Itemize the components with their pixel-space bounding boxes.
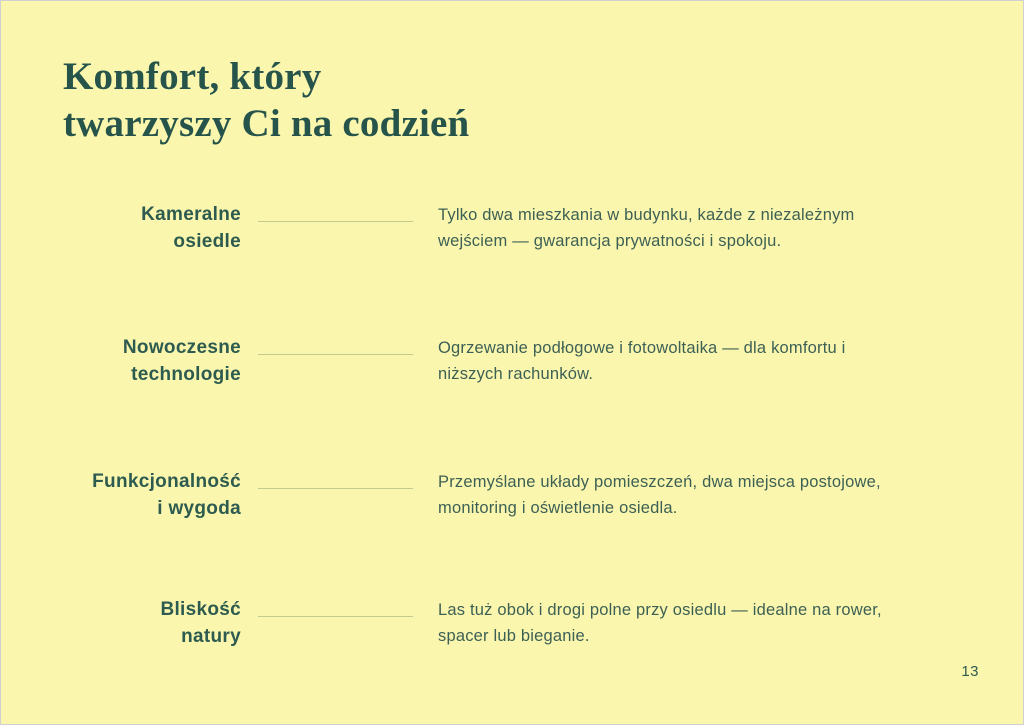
feature-description: Las tuż obok i drogi polne przy osiedlu — idealne na rower, spacer lub bieganie. bbox=[438, 601, 882, 645]
feature-label bbox=[63, 201, 241, 255]
feature-description: Ogrzewanie podłogowe i fotowoltaika — dla komfortu i niższych rachunków. bbox=[438, 339, 846, 383]
feature-label-line-2: osiedle bbox=[173, 231, 241, 252]
feature-label-line-2: technologie bbox=[131, 364, 241, 385]
feature-label-line-1: Nowoczesne bbox=[122, 337, 241, 358]
feature-label bbox=[63, 596, 241, 650]
page-title bbox=[63, 53, 469, 147]
feature-row-kameralne-osiedle bbox=[1, 201, 1024, 271]
page-title-line-1: Komfort, który bbox=[63, 55, 322, 98]
feature-label-line-1: Kameralne bbox=[141, 204, 241, 225]
feature-label bbox=[63, 334, 241, 388]
feature-label-line-1: Bliskość bbox=[160, 599, 241, 620]
feature-row-nowoczesne-technologie bbox=[1, 334, 1024, 404]
page-title-line-2: twarzyszy Ci na codzień bbox=[63, 102, 470, 145]
feature-description: Tylko dwa mieszkania w budynku, każde z niezależnym wejściem — gwarancja prywatności i spokoju. bbox=[438, 206, 855, 250]
feature-description: Przemyślane układy pomieszczeń, dwa miejsca postojowe, monitoring i oświetlenie osiedla. bbox=[438, 473, 881, 517]
feature-row-funkcjonalnosc-i-wygoda bbox=[1, 468, 1024, 538]
feature-label-line-1: Funkcjonalność bbox=[92, 471, 241, 492]
connector-line bbox=[258, 488, 413, 489]
feature-label bbox=[63, 468, 241, 522]
connector-line bbox=[258, 221, 413, 222]
feature-row-bliskosc-natury bbox=[1, 596, 1024, 666]
connector-line bbox=[258, 354, 413, 355]
page-number: 13 bbox=[961, 663, 979, 680]
feature-label-line-2: natury bbox=[181, 626, 241, 647]
feature-label-line-2: i wygoda bbox=[157, 498, 241, 519]
connector-line bbox=[258, 616, 413, 617]
